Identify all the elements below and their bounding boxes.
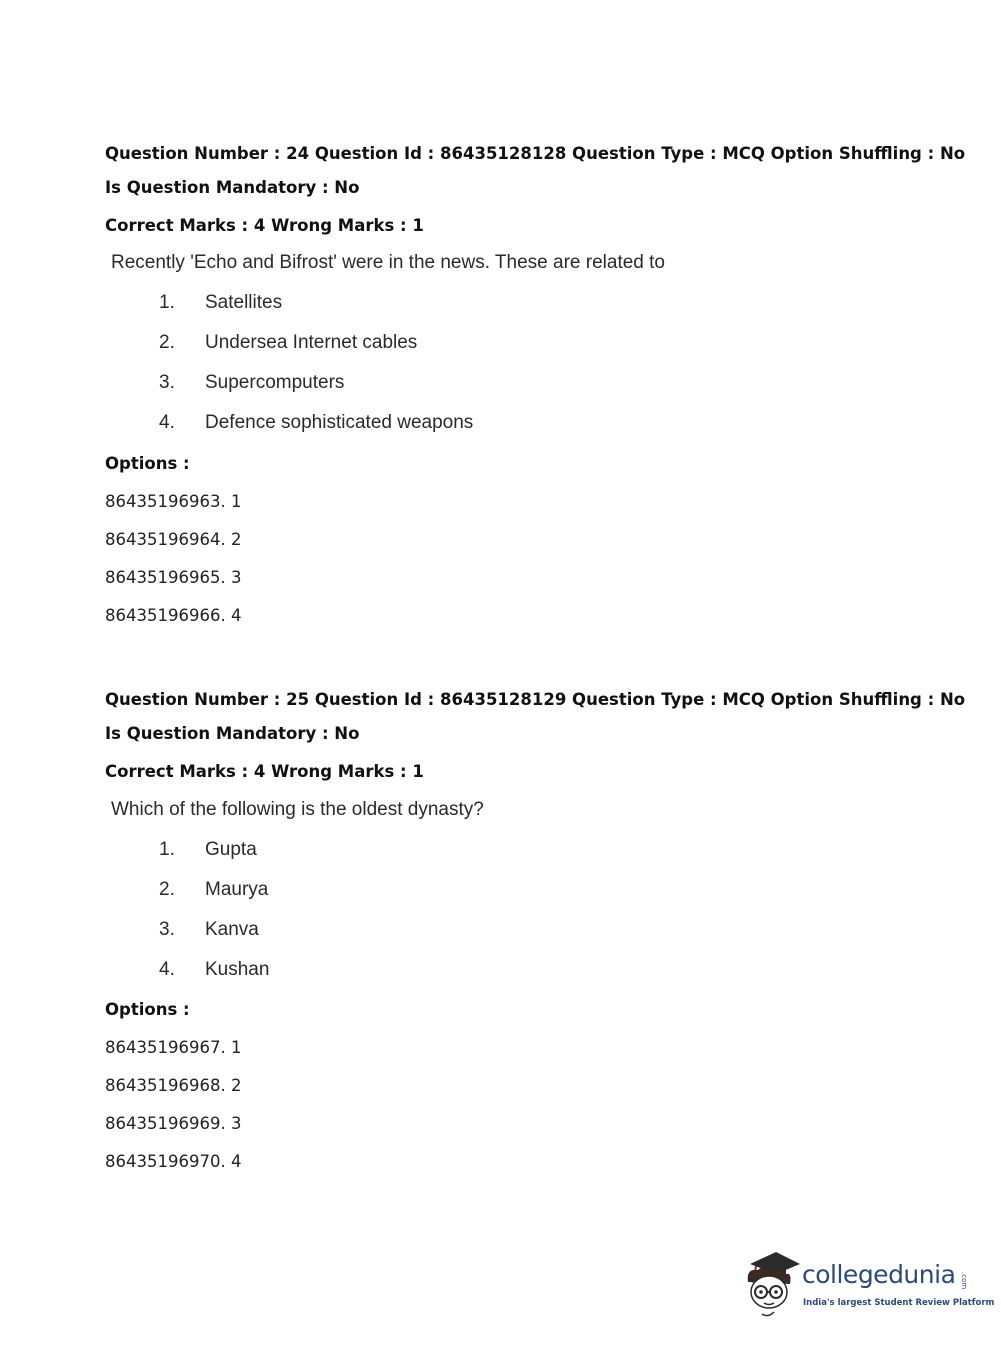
question-marks: Correct Marks : 4 Wrong Marks : 1 bbox=[105, 216, 424, 235]
option-id: 86435196970. 4 bbox=[105, 1152, 242, 1171]
question-mandatory: Is Question Mandatory : No bbox=[105, 178, 360, 197]
collegedunia-logo bbox=[742, 1250, 995, 1320]
question-mandatory: Is Question Mandatory : No bbox=[105, 724, 360, 743]
choice-text: Satellites bbox=[205, 292, 283, 313]
options-heading: Options : bbox=[105, 454, 190, 473]
option-id: 86435196964. 2 bbox=[105, 530, 242, 549]
mascot-icon bbox=[742, 1250, 802, 1320]
choice-number: 3. bbox=[159, 372, 175, 393]
choice-number: 2. bbox=[159, 332, 175, 353]
choice-number: 2. bbox=[159, 879, 175, 900]
question-meta: Question Number : 25 Question Id : 86435128129 Question Type : MCQ Option Shuffling : No bbox=[105, 690, 966, 709]
option-id: 86435196965. 3 bbox=[105, 568, 242, 587]
option-id: 86435196967. 1 bbox=[105, 1038, 242, 1057]
choice-number: 4. bbox=[159, 959, 175, 980]
choice-number: 4. bbox=[159, 412, 175, 433]
options-heading: Options : bbox=[105, 1000, 190, 1019]
choice-text: Gupta bbox=[205, 839, 257, 860]
choice-number: 1. bbox=[159, 839, 175, 860]
choice-text: Defence sophisticated weapons bbox=[205, 412, 474, 433]
logo-suffix: .com bbox=[960, 1272, 968, 1290]
question-stem: Which of the following is the oldest dynasty? bbox=[111, 799, 484, 820]
question-stem: Recently 'Echo and Bifrost' were in the news. These are related to bbox=[111, 252, 665, 273]
choice-number: 3. bbox=[159, 919, 175, 940]
choice-text: Undersea Internet cables bbox=[205, 332, 418, 353]
question-meta: Question Number : 24 Question Id : 86435128128 Question Type : MCQ Option Shuffling : No bbox=[105, 144, 966, 163]
option-id: 86435196968. 2 bbox=[105, 1076, 242, 1095]
choice-text: Kanva bbox=[205, 919, 259, 940]
choice-text: Kushan bbox=[205, 959, 270, 980]
logo-wordmark: collegedunia bbox=[802, 1260, 956, 1289]
option-id: 86435196963. 1 bbox=[105, 492, 242, 511]
logo-tagline: India's largest Student Review Platform bbox=[803, 1298, 995, 1308]
question-marks: Correct Marks : 4 Wrong Marks : 1 bbox=[105, 762, 424, 781]
option-id: 86435196966. 4 bbox=[105, 606, 242, 625]
option-id: 86435196969. 3 bbox=[105, 1114, 242, 1133]
choice-number: 1. bbox=[159, 292, 175, 313]
choice-text: Supercomputers bbox=[205, 372, 345, 393]
choice-text: Maurya bbox=[205, 879, 269, 900]
